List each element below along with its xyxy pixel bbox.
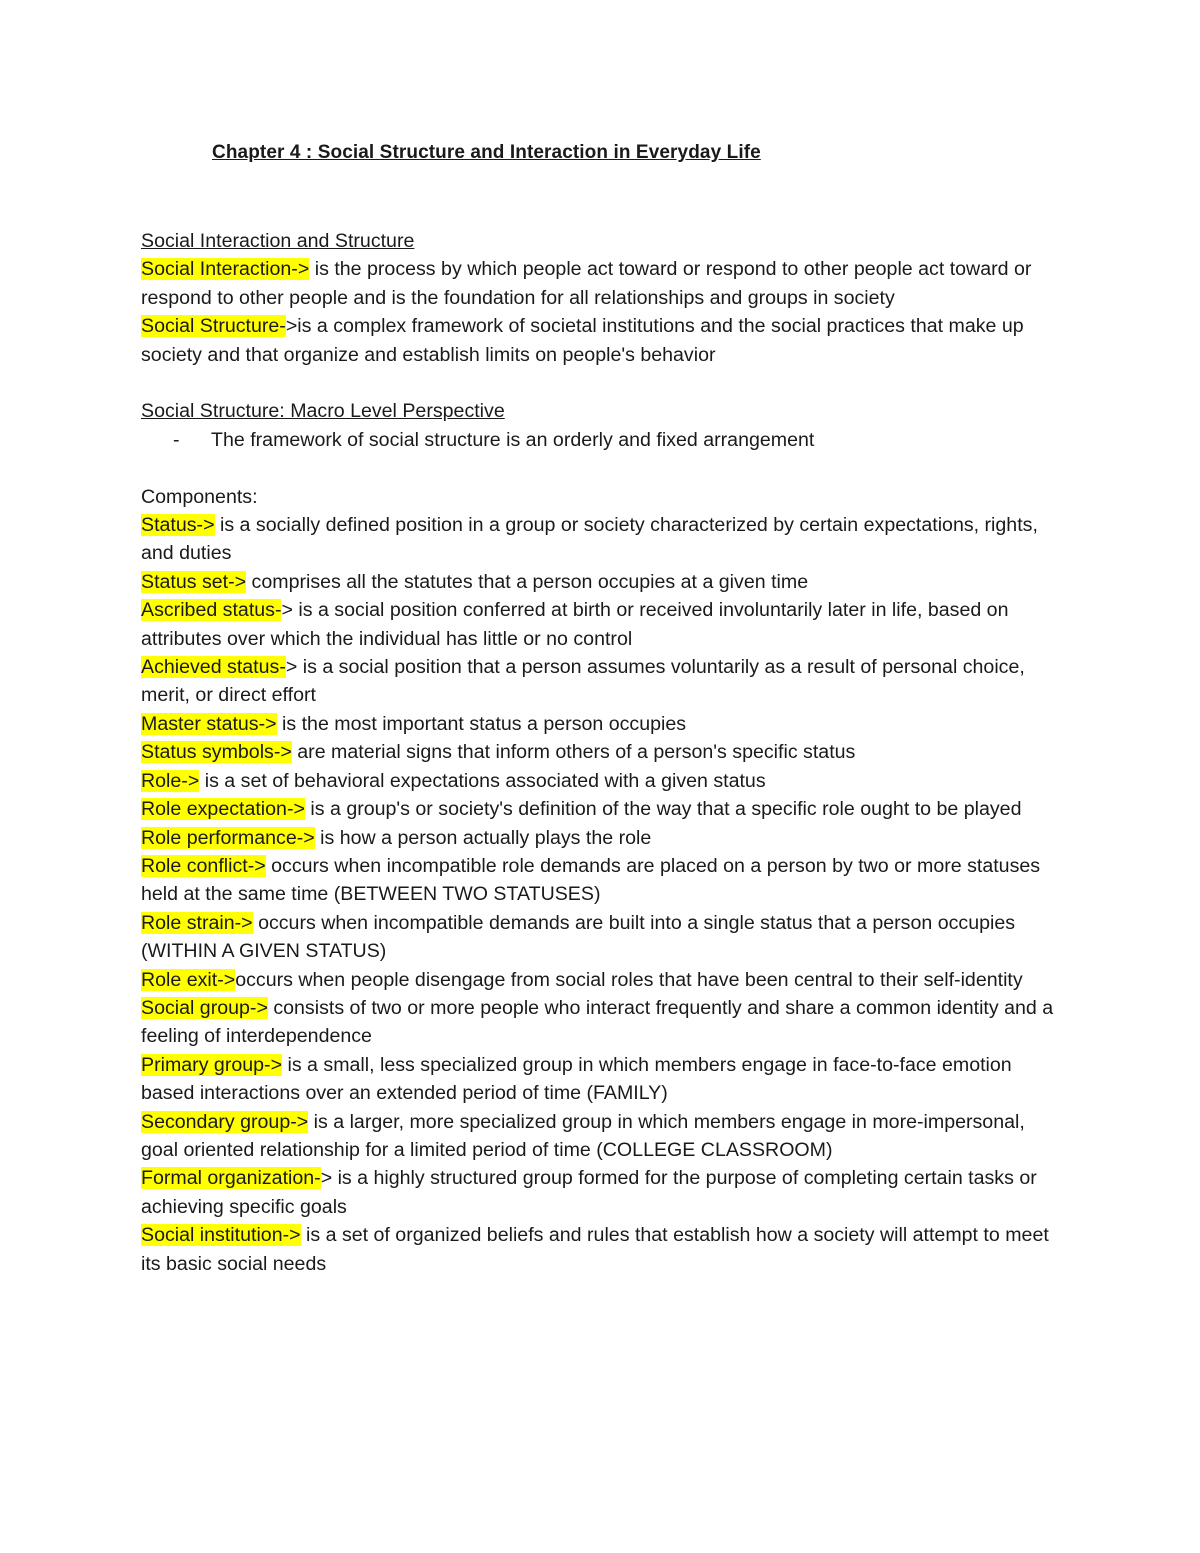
- definition-text: > is a highly structured group formed for the purpose of completing certain tasks or achieving specific goals: [141, 1167, 1037, 1218]
- definition-entry: [141, 909, 1056, 966]
- section3-entries: [141, 511, 1056, 1278]
- definition-entry: [141, 1051, 1056, 1108]
- definition-entry: [141, 1164, 1056, 1221]
- definition-text: comprises all the statutes that a person occupies at a given time: [246, 570, 809, 593]
- highlighted-term: Social institution->: [141, 1224, 301, 1247]
- definition-text: is the most important status a person occupies: [276, 712, 687, 735]
- highlighted-term: Primary group->: [141, 1053, 283, 1076]
- definition-text: occurs when incompatible role demands are placed on a person by two or more statuses held at the same time (BETWEEN TWO STATUSES): [141, 854, 1041, 906]
- blank-line: [141, 369, 1056, 397]
- definition-text: occurs when incompatible demands are built into a single status that a person occupies (WITHIN A GIVEN STATUS): [141, 911, 1016, 963]
- definition-entry: [141, 994, 1056, 1051]
- definition-entry: [141, 852, 1056, 909]
- highlighted-term: Role conflict->: [141, 854, 266, 877]
- highlighted-term: Social Interaction->: [141, 258, 310, 281]
- definition-entry: [141, 1221, 1056, 1278]
- highlighted-term: Secondary group->: [141, 1110, 309, 1133]
- definition-entry: [141, 1108, 1056, 1165]
- highlighted-term: Role performance->: [141, 826, 315, 849]
- definition-text: are material signs that inform others of a person's specific status: [291, 741, 856, 764]
- highlighted-term: Role exit->: [141, 968, 236, 991]
- blank-line: [141, 454, 1056, 482]
- definition-text: occurs when people disengage from social roles that have been central to their self-identity: [235, 968, 1023, 991]
- definition-entry: [141, 710, 1056, 738]
- definition-entry: [141, 596, 1056, 653]
- definition-text: is a set of behavioral expectations associated with a given status: [199, 769, 766, 792]
- section1-entries: [141, 255, 1056, 369]
- definition-entry: [141, 824, 1056, 852]
- bullet-text: The framework of social structure is an orderly and fixed arrangement: [211, 428, 815, 451]
- highlighted-term: Role->: [141, 769, 200, 792]
- highlighted-term: Achieved status-: [141, 656, 286, 679]
- section-heading-components: Components:: [141, 485, 258, 508]
- highlighted-term: Role strain->: [141, 911, 253, 934]
- definition-text: consists of two or more people who interact frequently and share a common identity and a feeling of interdependence: [141, 996, 1054, 1048]
- definition-text: is a socially defined position in a group or society characterized by certain expectations, rights, and duties: [141, 514, 1038, 565]
- highlighted-term: Status symbols->: [141, 741, 292, 764]
- definition-entry: [141, 653, 1056, 710]
- definition-text: >is a complex framework of societal institutions and the social practices that make up society and that organize and establish limits on people's behavior: [141, 315, 1024, 366]
- definition-text: is how a person actually plays the role: [314, 826, 652, 849]
- definition-text: > is a social position conferred at birth or received involuntarily later in life, based on attributes over which the individual has little or no control: [141, 599, 1009, 650]
- document-body: [141, 227, 1056, 1278]
- highlighted-term: Status set->: [141, 570, 247, 593]
- definition-entry: [141, 767, 1056, 795]
- highlighted-term: Status->: [141, 514, 215, 537]
- definition-text: is a set of organized beliefs and rules that establish how a society will attempt to meet its basic social needs: [141, 1224, 1049, 1275]
- section-heading-macro-level: Social Structure: Macro Level Perspective: [141, 400, 505, 423]
- definition-entry: [141, 312, 1056, 369]
- highlighted-term: Formal organization-: [141, 1167, 321, 1190]
- bullet-item: [141, 426, 1056, 454]
- highlighted-term: Ascribed status-: [141, 599, 282, 622]
- definition-text: is a group's or society's definition of the way that a specific role ought to be played: [304, 798, 1022, 821]
- definition-entry: [141, 738, 1056, 766]
- definition-entry: [141, 511, 1056, 568]
- definition-text: is a small, less specialized group in which members engage in face-to-face emotion based interactions over an extended period of time (FAMILY): [141, 1053, 1012, 1105]
- definition-text: is a larger, more specialized group in which members engage in more-impersonal, goal oriented relationship for a limited period of time (COLLEGE CLASSROOM): [141, 1110, 1025, 1161]
- section-heading-social-interaction: Social Interaction and Structure: [141, 230, 415, 252]
- definition-entry: [141, 795, 1056, 823]
- bullet-dash: -: [173, 428, 180, 451]
- definition-entry: [141, 568, 1056, 596]
- definition-text: > is a social position that a person assumes voluntarily as a result of personal choice, merit, or direct effort: [141, 656, 1025, 707]
- highlighted-term: Role expectation->: [141, 798, 305, 821]
- highlighted-term: Social group->: [141, 996, 268, 1019]
- highlighted-term: Social Structure-: [141, 315, 286, 338]
- definition-text: is the process by which people act toward or respond to other people act toward or respond to other people and is the foundation for all relationships and groups in society: [141, 258, 1032, 309]
- page-title: Chapter 4 : Social Structure and Interaction in Everyday Life: [212, 142, 761, 163]
- highlighted-term: Master status->: [141, 712, 277, 735]
- definition-entry: [141, 966, 1056, 994]
- definition-entry: [141, 255, 1056, 312]
